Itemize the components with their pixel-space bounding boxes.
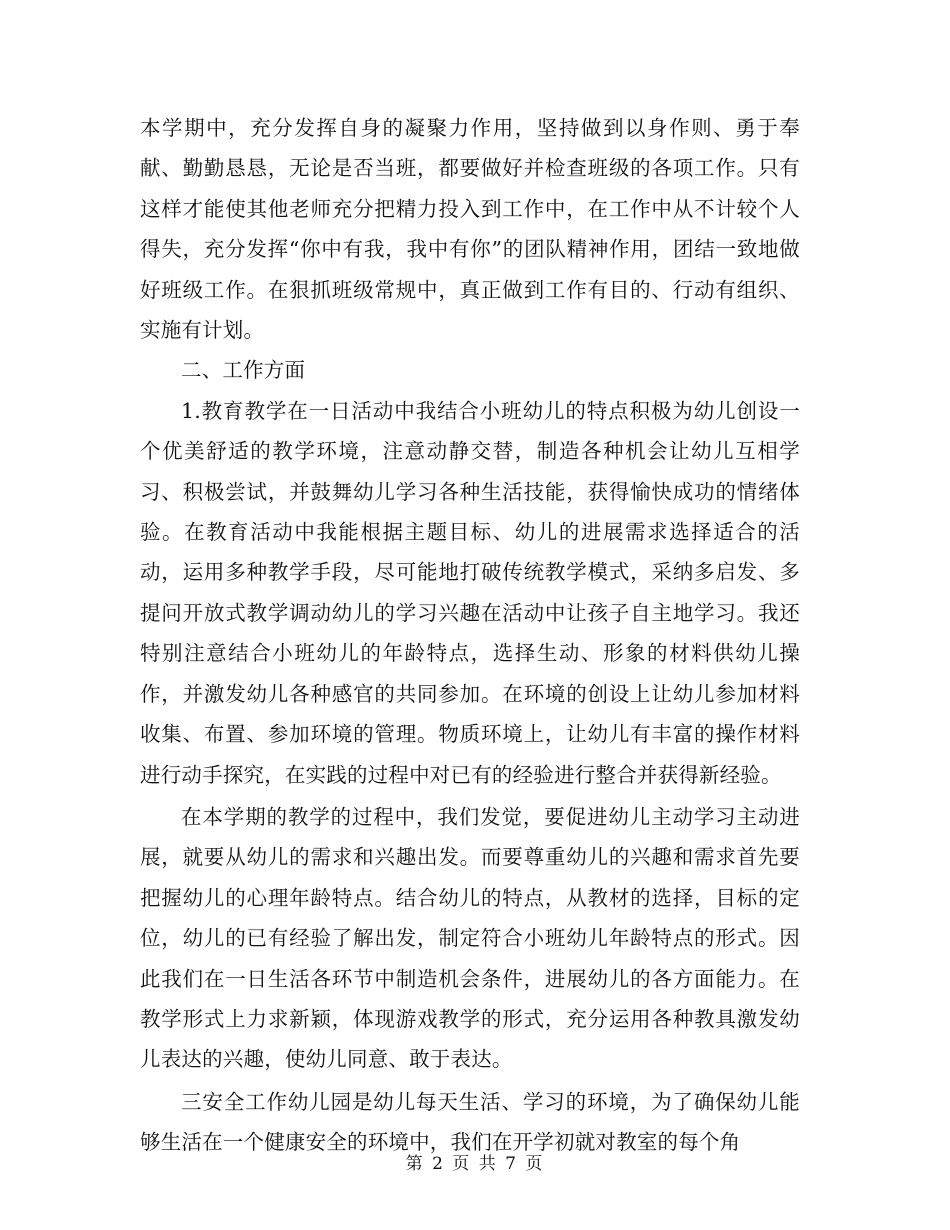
paragraph-education-teaching: 1.教育教学在一日活动中我结合小班幼儿的特点积极为幼儿创设一个优美舒适的教学环境，注意动静交替，制造各种机会让幼儿互相学习、积极尝试，并鼓舞幼儿学习各种生活技能，获得愉快成功的情绪体验。在教育活动中我能根据主题目标、幼儿的进展需求选择适合的活动，运用多种教学手段，尽可能地打破传统教学模式，采纳多启发、多提问开放式教学调动幼儿的学习兴趣在活动中让孩子自主地学习。我还特别注意结合小班幼儿的年龄特点，选择生动、形象的材料供幼儿操作，并激发幼儿各种感官的共同参加。在环境的创设上让幼儿参加材料收集、布置、参加环境的管理。物质环境上，让幼儿有丰富的操作材料进行动手探究，在实践的过程中对已有的经验进行整合并获得新经验。 bbox=[140, 398, 800, 787]
page-number-footer: 第 2 页 共 7 页 bbox=[405, 1154, 545, 1174]
section-heading-work: 二、工作方面 bbox=[181, 358, 306, 383]
paragraph-teamwork: 本学期中，充分发挥自身的凝聚力作用，坚持做到以身作则、勇于奉献、勤勤恳恳，无论是否当班，都要做好并检查班级的各项工作。只有这样才能使其他老师充分把精力投入到工作中，在工作中从不计较个人得失，充分发挥“你中有我，我中有你”的团队精神作用，团结一致地做好班级工作。在狠抓班级常规中，真正做到工作有目的、行动有组织、实施有计划。 bbox=[140, 116, 800, 343]
paragraph-teaching-process: 在本学期的教学的过程中，我们发觉，要促进幼儿主动学习主动进展，就要从幼儿的需求和兴趣出发。而要尊重幼儿的兴趣和需求首先要把握幼儿的心理年龄特点。结合幼儿的特点，从教材的选择，目标的定位，幼儿的已有经验了解出发，制定符合小班幼儿年龄特点的形式。因此我们在一日生活各环节中制造机会条件，进展幼儿的各方面能力。在教学形式上力求新颖，体现游戏教学的形式，充分运用各种教具激发幼儿表达的兴趣，使幼儿同意、敢于表达。 bbox=[140, 804, 800, 1072]
document-body bbox=[140, 108, 800, 1163]
paragraph-safety-work: 三安全工作幼儿园是幼儿每天生活、学习的环境，为了确保幼儿能够生活在一个健康安全的环境中，我们在开学初就对教室的每个角 bbox=[140, 1089, 800, 1155]
